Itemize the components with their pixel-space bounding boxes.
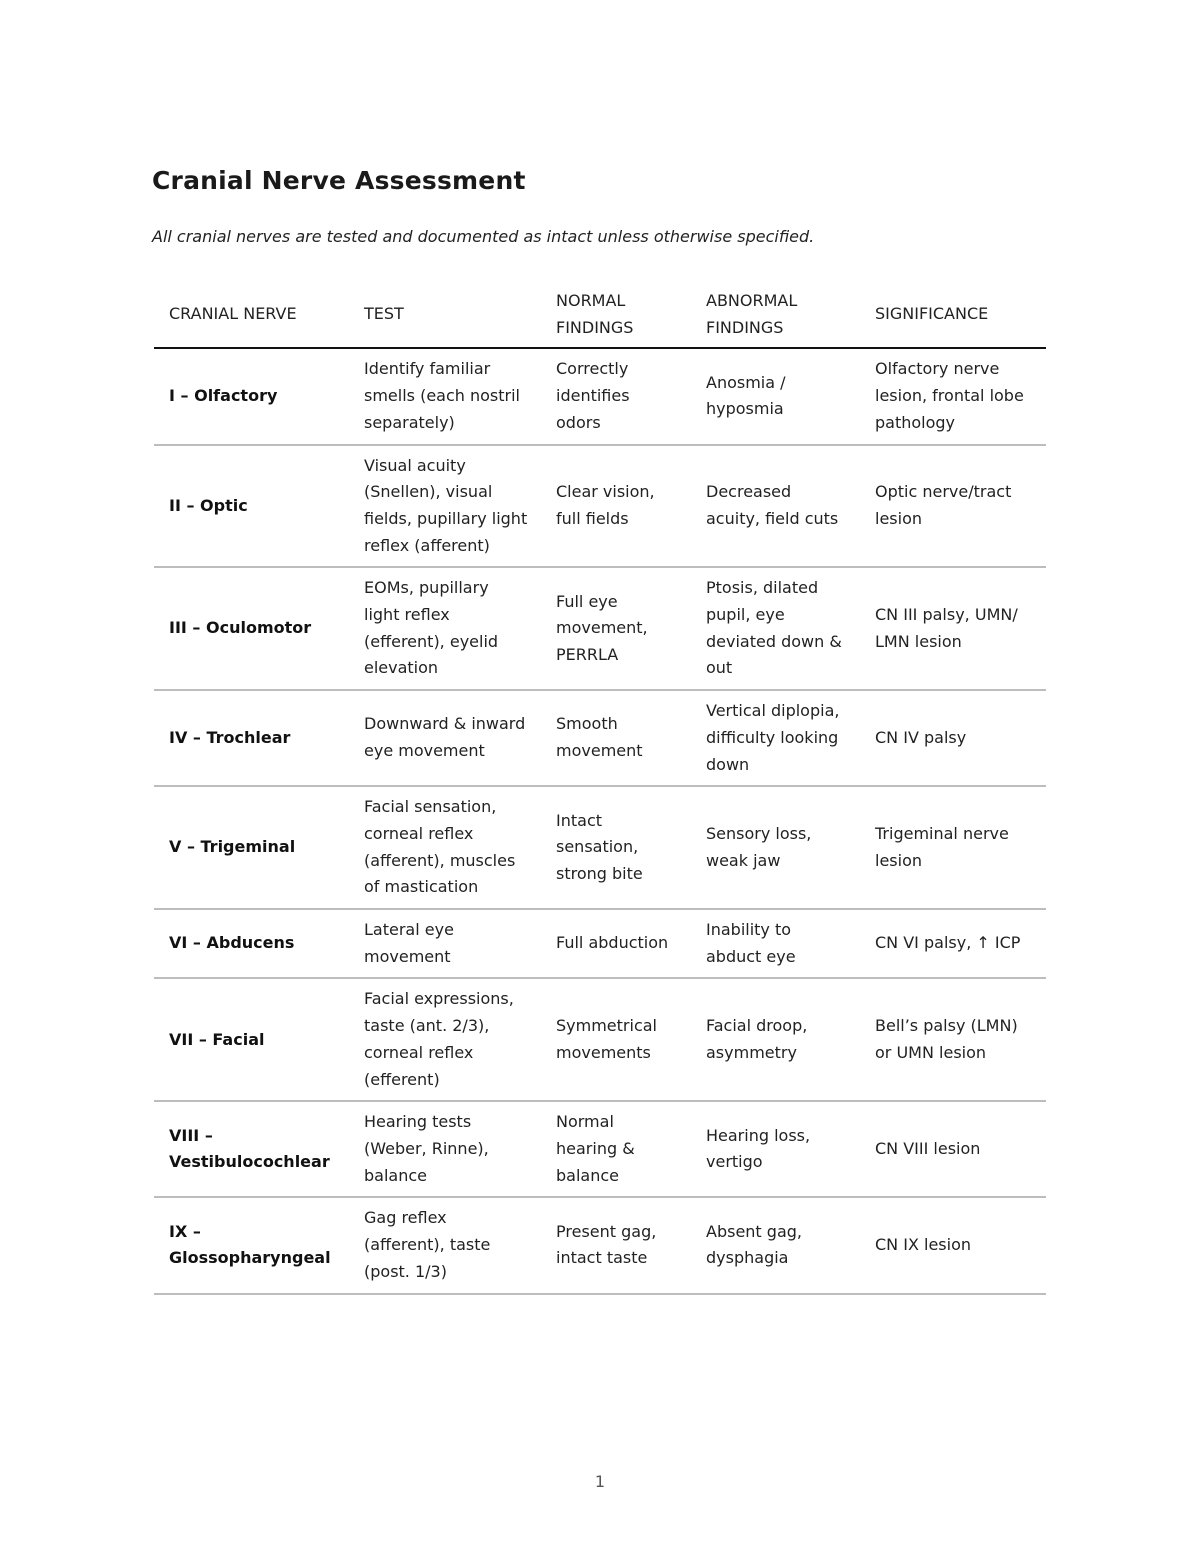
cell-abnormal: Absent gag, dysphagia	[691, 1197, 860, 1293]
cell-abnormal: Hearing loss, vertigo	[691, 1101, 860, 1197]
cell-abnormal: Vertical diplopia, difficulty looking down	[691, 690, 860, 786]
header-significance: SIGNIFICANCE	[860, 284, 1046, 348]
cell-abnormal: Sensory loss, weak jaw	[691, 786, 860, 909]
cell-normal: Smooth movement	[541, 690, 691, 786]
cell-nerve: V – Trigeminal	[154, 786, 349, 909]
cell-abnormal: Anosmia / hyposmia	[691, 348, 860, 444]
cell-test: Facial expressions, taste (ant. 2/3), corneal reflex (efferent)	[349, 978, 541, 1101]
table-row	[154, 348, 1046, 444]
cell-test: Hearing tests (Weber, Rinne), balance	[349, 1101, 541, 1197]
cell-normal: Symmetrical movements	[541, 978, 691, 1101]
cell-normal: Full eye movement, PERRLA	[541, 567, 691, 690]
cell-nerve: II – Optic	[154, 445, 349, 568]
cell-significance: Trigeminal nerve lesion	[860, 786, 1046, 909]
cell-nerve: I – Olfactory	[154, 348, 349, 444]
cell-normal: Full abduction	[541, 909, 691, 978]
cell-test: EOMs, pupillary light reflex (efferent), eyelid elevation	[349, 567, 541, 690]
cell-normal: Clear vision, full fields	[541, 445, 691, 568]
cranial-nerve-table	[154, 284, 1046, 1295]
table-row	[154, 445, 1046, 568]
cell-significance: CN III palsy, UMN/ LMN lesion	[860, 567, 1046, 690]
header-test: TEST	[349, 284, 541, 348]
cell-nerve: IV – Trochlear	[154, 690, 349, 786]
table-row	[154, 978, 1046, 1101]
table-row	[154, 786, 1046, 909]
cell-significance: Bell’s palsy (LMN) or UMN lesion	[860, 978, 1046, 1101]
cell-nerve: VIII – Vestibulocochlear	[154, 1101, 349, 1197]
page-title: Cranial Nerve Assessment	[152, 166, 526, 195]
table-row	[154, 909, 1046, 978]
table-header-row	[154, 284, 1046, 348]
cell-normal: Present gag, intact taste	[541, 1197, 691, 1293]
cell-nerve: IX – Glossopharyngeal	[154, 1197, 349, 1293]
header-abnormal-findings: ABNORMAL FINDINGS	[691, 284, 860, 348]
cell-significance: CN VIII lesion	[860, 1101, 1046, 1197]
table-row	[154, 690, 1046, 786]
cell-nerve: VI – Abducens	[154, 909, 349, 978]
cell-abnormal: Inability to abduct eye	[691, 909, 860, 978]
cell-significance: CN IV palsy	[860, 690, 1046, 786]
cell-test: Visual acuity (Snellen), visual fields, pupillary light reflex (afferent)	[349, 445, 541, 568]
cell-normal: Correctly identifies odors	[541, 348, 691, 444]
cell-test: Gag reflex (afferent), taste (post. 1/3)	[349, 1197, 541, 1293]
cell-significance: CN IX lesion	[860, 1197, 1046, 1293]
table-row	[154, 567, 1046, 690]
cell-abnormal: Decreased acuity, field cuts	[691, 445, 860, 568]
cell-abnormal: Ptosis, dilated pupil, eye deviated down & out	[691, 567, 860, 690]
cell-test: Identify familiar smells (each nostril separately)	[349, 348, 541, 444]
table-row	[154, 1101, 1046, 1197]
header-normal-findings: NORMAL FINDINGS	[541, 284, 691, 348]
cell-normal: Normal hearing & balance	[541, 1101, 691, 1197]
cell-normal: Intact sensation, strong bite	[541, 786, 691, 909]
cell-significance: Optic nerve/tract lesion	[860, 445, 1046, 568]
cell-test: Lateral eye movement	[349, 909, 541, 978]
cell-abnormal: Facial droop, asymmetry	[691, 978, 860, 1101]
cell-significance: CN VI palsy, ↑ ICP	[860, 909, 1046, 978]
cell-test: Facial sensation, corneal reflex (afferent), muscles of mastication	[349, 786, 541, 909]
page-number: 1	[594, 1472, 606, 1491]
cell-significance: Olfactory nerve lesion, frontal lobe pathology	[860, 348, 1046, 444]
cell-test: Downward & inward eye movement	[349, 690, 541, 786]
page-subtitle: All cranial nerves are tested and documented as intact unless otherwise specified.	[152, 227, 815, 246]
header-cranial-nerve: CRANIAL NERVE	[154, 284, 349, 348]
cell-nerve: VII – Facial	[154, 978, 349, 1101]
table-row	[154, 1197, 1046, 1293]
cell-nerve: III – Oculomotor	[154, 567, 349, 690]
